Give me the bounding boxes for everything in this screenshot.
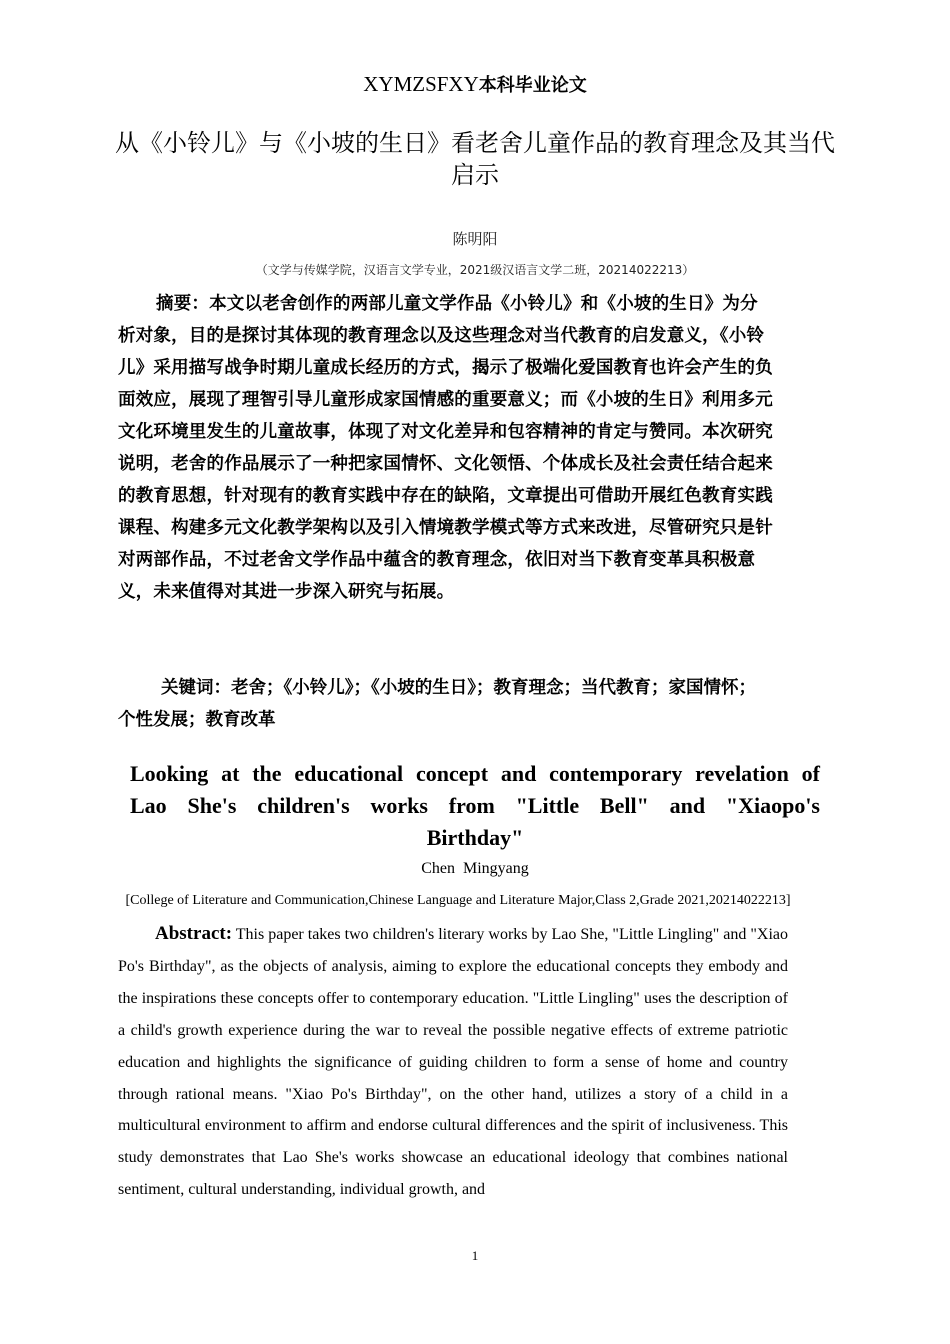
page-number: 1: [471, 1248, 479, 1263]
chinese-keywords: 关键词：老舍；《小铃儿》；《小坡的生日》；教育理念；当代教育；家国情怀；个性发展；教育改革: [118, 678, 756, 730]
chinese-author: 陈明阳: [452, 230, 498, 248]
header-label: 本科毕业论文: [478, 75, 587, 96]
english-abstract-text: This paper takes two children's literary works by Lao She, "Little Lingling" and "Xiao Po's Birthday", as the objects of analysis, aiming to explore the educational concepts they embody and the inspirations these concepts offer to contemporary education. "Little Lingling" uses the description of a child's growth experience during the war to reveal the possible negative effects of extreme patriotic education and highlights the significance of guiding children to form a sense of home and country through rational means. "Xiao Po's Birthday", on the other hand, utilizes a story of a child in a multicultural environment to affirm and endorse cultural differences and the spirit of inclusiveness. This study demonstrates that Lao She's works showcase an educational ideology that combines national sentiment, cultural understanding, individual growth, and: [118, 926, 789, 1199]
chinese-title: 从《小铃儿》与《小坡的生日》看老舍儿童作品的教育理念及其当代启示: [115, 129, 835, 189]
english-title: Looking at the educational concept and contemporary revelation of Lao She's children's works from "Little Bell" and "Xiaopo's Birthday": [130, 761, 820, 850]
running-header: [0, 70, 950, 100]
abstract-label: Abstract:: [155, 923, 233, 944]
english-abstract: [118, 918, 788, 1206]
english-author: Chen Mingyang: [421, 860, 529, 877]
chinese-abstract: 摘要：本文以老舍创作的两部儿童文学作品《小铃儿》和《小坡的生日》为分析对象，目的是探讨其体现的教育理念以及这些理念对当代教育的启发意义，《小铃儿》采用描写战争时期儿童成长经历的方式，揭示了极端化爱国教育也许会产生的负面效应，展现了理智引导儿童形成家国情感的重要意义；而《小坡的生日》利用多元文化环境里发生的儿童故事，体现了对文化差异和包容精神的肯定与赞同。本次研究说明，老舍的作品展示了一种把家国情怀、文化领悟、个体成长及社会责任结合起来的教育思想，针对现有的教育实践中存在的缺陷，文章提出可借助开展红色教育实践课程、构建多元文化教学架构以及引入情境教学模式等方式来改进，尽管研究只是针对两部作品，不过老舍文学作品中蕴含的教育理念，依旧对当下教育变革具积极意义，未来值得对其进一步深入研究与拓展。: [118, 294, 773, 602]
header-code: XYMZSFXY: [363, 72, 479, 96]
chinese-affiliation: （文学与传媒学院，汉语言文学专业，2021级汉语言文学二班，20214022213）: [255, 263, 695, 277]
english-affiliation: [College of Literature and Communication,Chinese Language and Literature Major,Class 2,Grade 2021,20214022213]: [125, 893, 791, 908]
